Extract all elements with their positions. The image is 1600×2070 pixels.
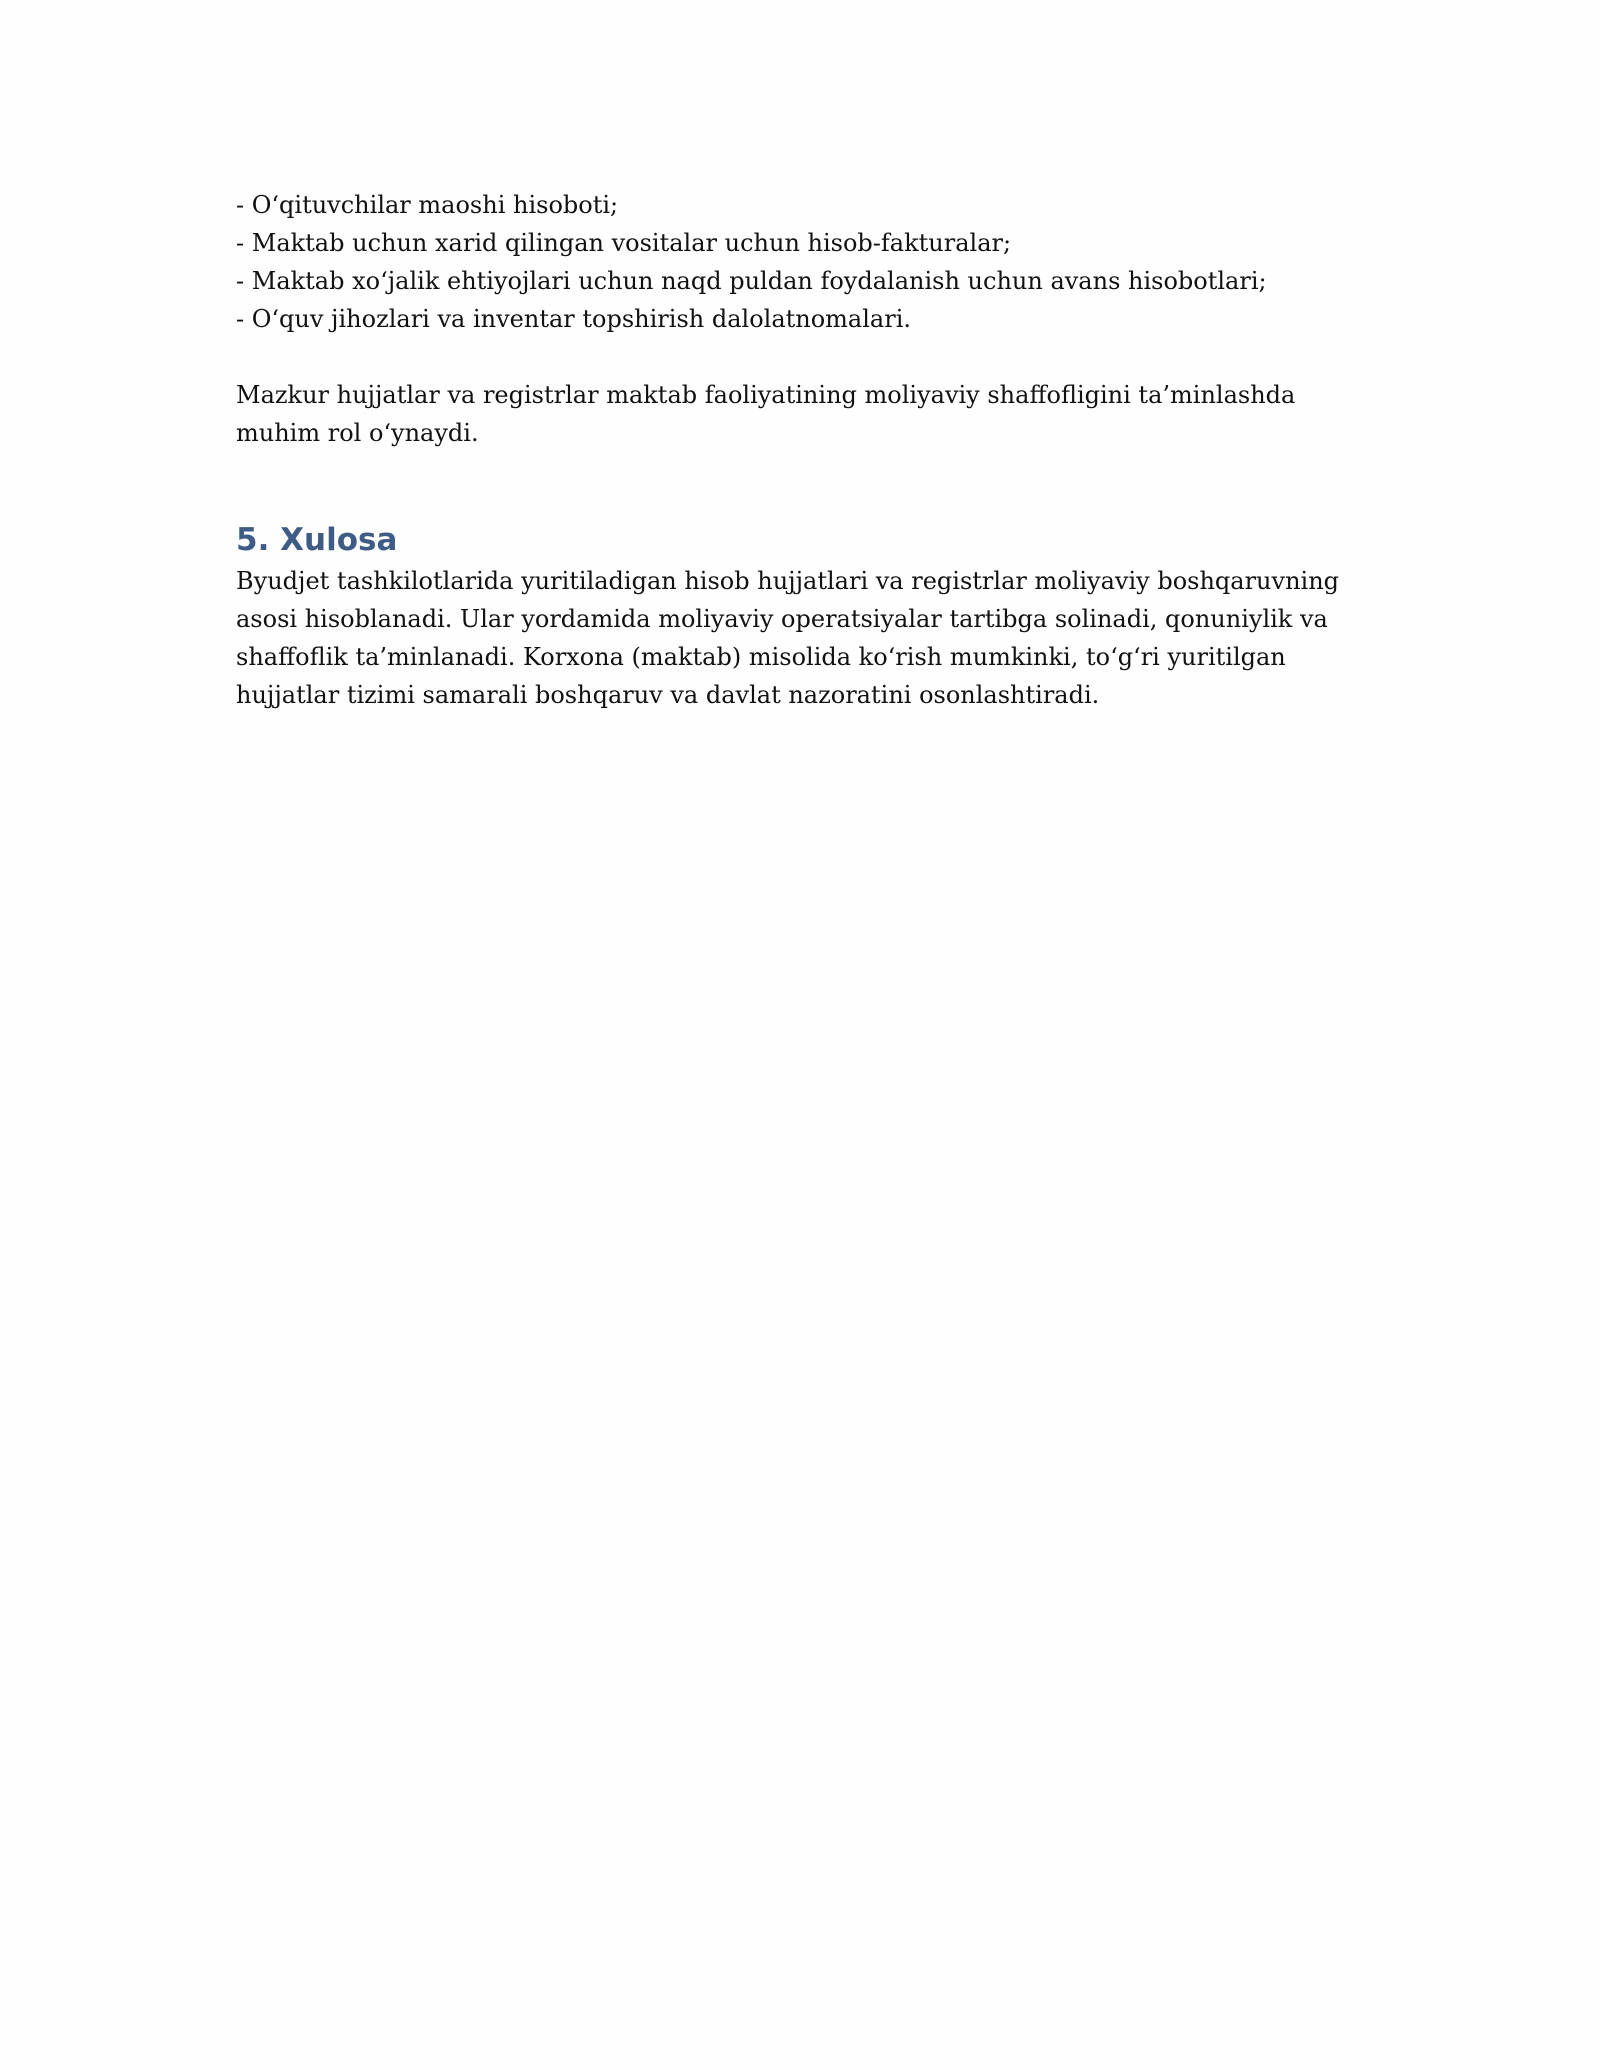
- list-item: - O‘quv jihozlari va inventar topshirish dalolatnomalari.: [236, 305, 911, 333]
- document-body: [236, 186, 1376, 714]
- list-item: - Maktab uchun xarid qilingan vositalar uchun hisob-fakturalar;: [236, 229, 1012, 257]
- section-heading: 5. Xulosa: [236, 522, 398, 558]
- document-list: [236, 186, 1376, 338]
- list-item: - O‘qituvchilar maoshi hisoboti;: [236, 191, 619, 219]
- conclusion-paragraph: Byudjet tashkilotlarida yuritiladigan hisob hujjatlari va registrlar moliyaviy boshqaruvning asosi hisoblanadi. Ular yordamida moliyaviy operatsiyalar tartibga solinadi, qonuniylik va shaffoflik ta’minlanadi. Korxona (maktab) misolida ko‘rish mumkinki, to‘g‘ri yuritilgan hujjatlar tizimi samarali boshqaruv va davlat nazoratini osonlashtiradi.: [236, 567, 1340, 709]
- summary-paragraph: Mazkur hujjatlar va registrlar maktab faoliyatining moliyaviy shaffofligini ta’minlashda muhim rol o‘ynaydi.: [236, 381, 1296, 447]
- list-item: - Maktab xo‘jalik ehtiyojlari uchun naqd puldan foydalanish uchun avans hisobotlari;: [236, 267, 1267, 295]
